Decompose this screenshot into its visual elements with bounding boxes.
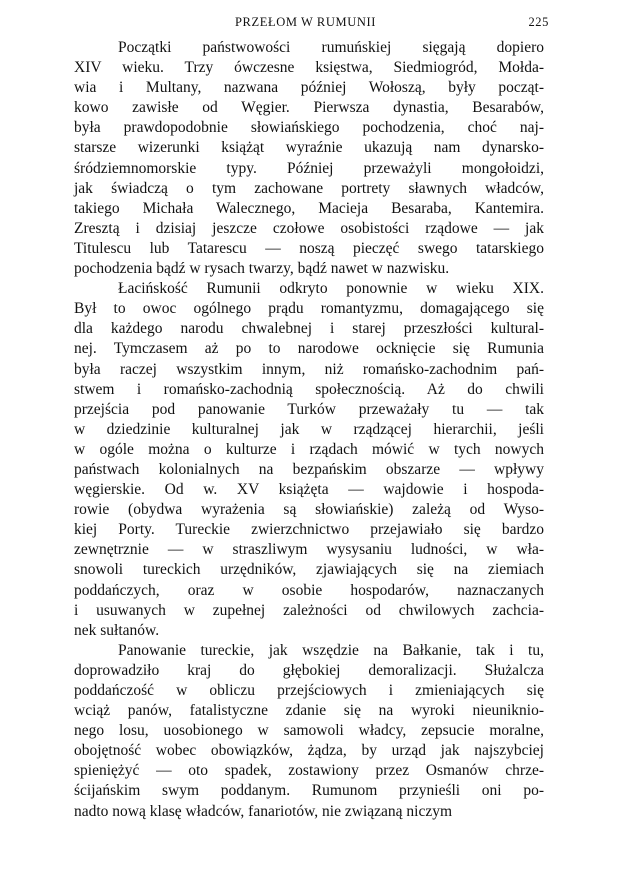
text-line: jak świadczą o tym zachowane portrety sławnych władców, [74,179,544,197]
running-title: PRZEŁOM W RUMUNII [235,15,376,29]
paragraph [74,38,544,279]
paragraph [74,641,544,822]
paragraph [74,279,544,641]
text-line: wciąż panów, fatalistyczne zdanie się na wyroki nieuniknio- [74,702,544,720]
text-line: rowie (obydwa wyrażenia są słowiańskie) zależą od Wyso- [74,501,544,519]
text-line: obojętność wobec obowiązków, żądza, by urząd jak najszybciej [74,742,544,760]
running-head [62,15,549,33]
text-line: przejścia pod panowanie Turków przeważały tu — tak [74,400,544,418]
text-line: kiej Porty. Tureckie zwierzchnictwo przejawiało się bardzo [74,521,544,539]
text-line: Zresztą i dzisiaj jeszcze czołowe osobistości rządowe — jak [74,219,544,237]
text-line: w ogóle można o kulturze i rządach mówić w tych nowych [74,440,544,458]
text-line: nej. Tymczasem aż po to narodowe ocknięcie się Rumunia [74,340,544,358]
text-line: snowoli tureckich urzędników, zjawiających się na ziemiach [74,561,544,579]
text-line: była prawdopodobnie słowiańskiego pochodzenia, choć naj- [74,119,544,137]
text-line: Początki państwowości rumuńskiej sięgają dopiero [118,39,544,56]
text-line: doprowadziło kraj do głębokiej demoralizacji. Służalcza [74,661,544,679]
text-line: Był to owoc ogólnego prądu romantyzmu, domagającego się [74,300,544,318]
text-line: XIV wieku. Trzy ówczesne księstwa, Siedmiogród, Mołda- [74,59,544,77]
text-line: kowo zawisłe od Węgier. Pierwsza dynastia, Besarabów, [74,99,544,117]
text-line: zewnętrznie — w straszliwym wysysaniu ludności, w wła- [74,541,544,559]
text-line: Łacińskość Rumunii odkryto ponownie w wieku XIX. [118,280,544,298]
text-line: dla każdego narodu chwalebnej i starej przeszłości kultural- [74,320,544,338]
text-line: Panowanie tureckie, jak wszędzie na Bałkanie, tak i tu, [118,641,544,659]
text-line: i usuwanych w zupełnej zależności od chwilowych zachcia- [74,601,544,619]
text-line: była raczej wszystkim innym, niż romańsko-zachodnim pań- [74,360,544,378]
text-line: pochodzenia bądź w rysach twarzy, bądź nawet w nazwisku. [74,260,450,278]
text-line: starsze wizerunki książąt wyraźnie ukazują nam dynarsko- [74,139,544,157]
text-line: ścijańskim swym poddanym. Rumunom przynieśli oni po- [74,782,544,800]
text-line: takiego Michała Walecznego, Macieja Besaraba, Kantemira. [74,199,544,217]
text-line: w dziedzinie kulturalnej jak w rządzącej hierarchii, jeśli [74,420,544,438]
text-line: węgierskie. Od w. XV książęta — wajdowie i hospoda- [74,481,544,499]
text-line: poddańczych, oraz w osobie hospodarów, naznaczanych [74,581,544,599]
page-number: 225 [528,15,549,29]
text-line: poddańczość w obliczu przejściowych i zmieniających się [74,682,544,699]
text-line: spieniężyć — oto spadek, zostawiony przez Osmanów chrze- [74,762,544,780]
text-line: nego losu, uosobionego w samowoli władcy, zepsucie moralne, [74,722,544,740]
text-line: nek sułtanów. [74,621,160,639]
text-line: śródziemnomorskie typy. Później przeważyli mongołoidzi, [74,159,544,177]
body-text [74,38,544,822]
text-line: nadto nową klasę władców, fanariotów, nie związaną niczym [74,802,453,820]
text-line: państwach kolonialnych na bezpańskim obszarze — wpływy [74,460,544,478]
text-line: wia i Multany, nazwana później Wołoszą, były począt- [74,79,544,97]
text-line: stwem i romańsko-zachodnią społecznością. Aż do chwili [74,380,544,398]
text-line: Titulescu lub Tatarescu — noszą pieczęć swego tatarskiego [74,239,544,257]
